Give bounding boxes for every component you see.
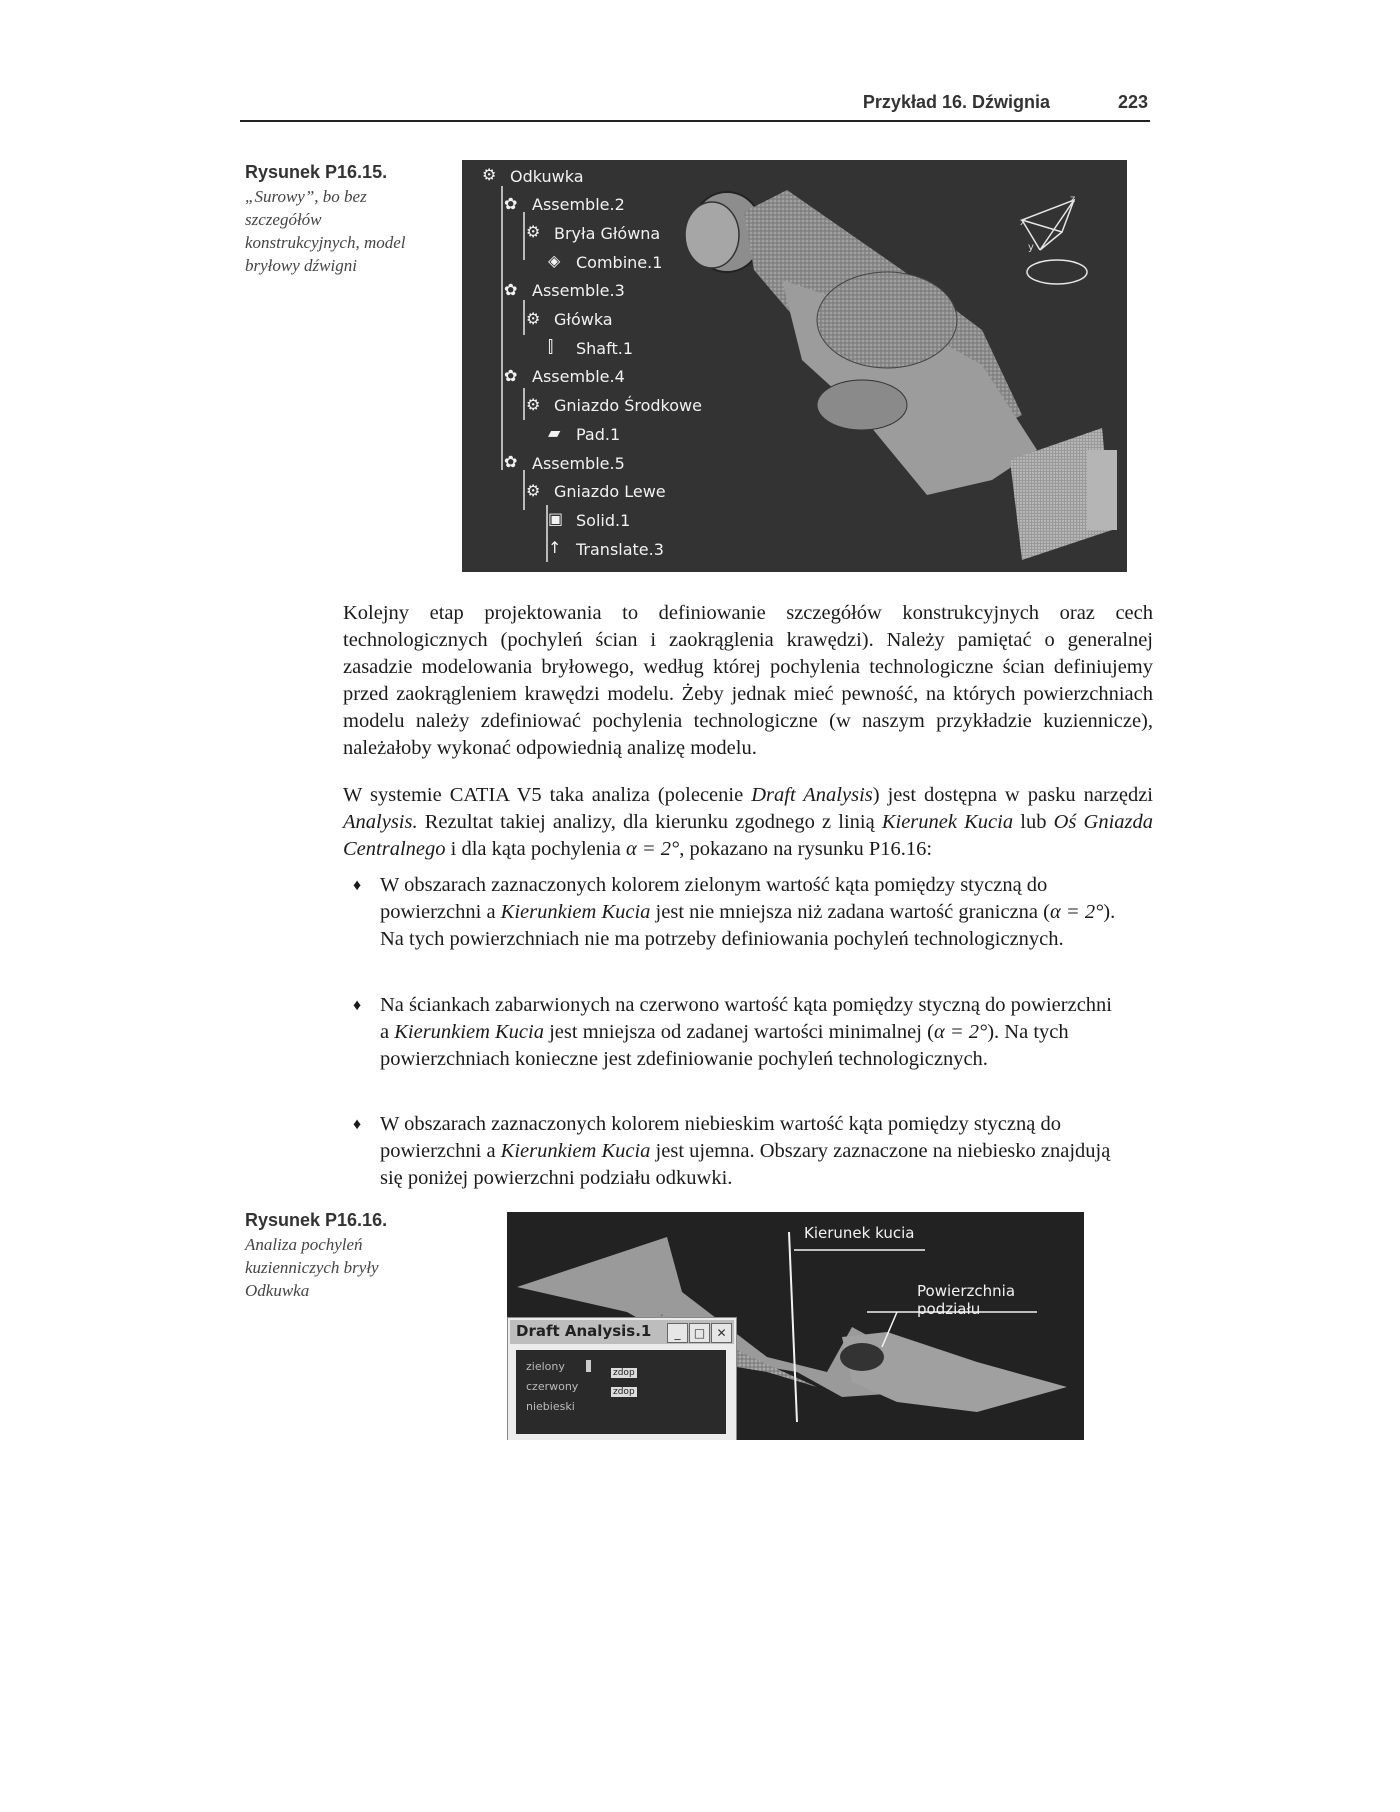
tree-node[interactable] — [504, 277, 625, 305]
paragraph-2 — [343, 782, 1153, 863]
tree-node[interactable] — [504, 363, 625, 391]
tree-node-label: Assemble.2 — [532, 195, 625, 215]
body-icon: ⚙ — [526, 480, 541, 500]
svg-text:z: z — [1070, 194, 1076, 205]
tree-node[interactable] — [526, 478, 666, 506]
dialog-titlebar[interactable] — [510, 1320, 734, 1344]
tree-node[interactable] — [548, 420, 620, 448]
paragraph-1: Kolejny etap projektowania to definiowanie szczegółów konstrukcyjnych oraz cech technologicznych (pochyleń ścian i zaokrąglenia krawędzi). Należy pamiętać o generalnej zasadzie modelowania bryłowego, według której pochylenia technologiczne ścian definiujemy przed zaokrągleniem krawędzi modelu. Żeby jednak mieć pewność, na których powierzchniach modelu należy zdefiniować pochylenia technologiczne (w naszym przykładzie kuziennicze), należałoby wykonać odpowiednią analizę modelu. — [343, 602, 1153, 759]
bullet-text-1: W obszarach zaznaczonych kolorem zielonym wartość kąta pomiędzy styczną do powierzchni a Kierunkiem Kucia jest nie mniejsza niż zadana wartość graniczna (α = 2°). Na tych powierzchniach nie ma potrzeby definiowania pochyleń technologicznych. — [380, 874, 1116, 950]
legend-value-red[interactable]: zdop — [613, 1368, 635, 1378]
tree-node-label: Bryła Główna — [554, 223, 661, 243]
draft-analysis-dialog — [507, 1317, 737, 1440]
shaft-icon: ⫿ — [548, 337, 554, 357]
tree-node-label: Assemble.3 — [532, 281, 625, 301]
translate-icon: ↑ — [548, 538, 562, 558]
assemble-icon: ✿ — [504, 452, 518, 471]
assemble-icon: ✿ — [504, 365, 518, 385]
product-icon: ⚙ — [482, 165, 497, 184]
body-icon: ⚙ — [526, 308, 541, 328]
svg-text:y: y — [1028, 242, 1034, 253]
bullet-text-3: W obszarach zaznaczonych kolorem niebieskim wartość kąta pomiędzy styczną do powierzchni a Kierunkiem Kucia jest ujemna. Obszary zaznaczone na niebiesko znajdują się poniżej powierzchni podziału odkuwki. — [380, 1113, 1111, 1189]
legend-label-red: czerwony — [526, 1380, 579, 1393]
maximize-icon[interactable]: □ — [689, 1323, 710, 1343]
tree-node-label: Assemble.4 — [532, 367, 625, 387]
tree-node-label: Combine.1 — [576, 252, 663, 272]
green-swatch — [586, 1360, 591, 1372]
tree-node[interactable] — [526, 306, 613, 334]
tree-node[interactable] — [548, 334, 633, 362]
tree-node[interactable] — [548, 535, 664, 563]
tree-node-label: Assemble.5 — [532, 453, 625, 473]
combine-icon: ◈ — [548, 251, 561, 271]
tree-node[interactable] — [548, 506, 630, 534]
tree-node-label: Gniazdo Lewe — [554, 482, 666, 502]
tree-node-label: Shaft.1 — [576, 338, 633, 358]
diamond-bullet-icon: ♦ — [353, 1116, 362, 1133]
bullet-text-2: Na ściankach zabarwionych na czerwono wartość kąta pomiędzy styczną do powierzchni a Kierunkiem Kucia jest mniejsza od zadanej wartości minimalnej (α = 2°). Na tych powierzchniach konieczne jest zdefiniowanie pochyleń technologicznych. — [380, 994, 1112, 1070]
figure2-caption — [245, 1210, 415, 1302]
specification-tree — [462, 160, 1127, 572]
page-header — [240, 88, 1150, 122]
paragraph-2-text: W systemie CATIA V5 taka analiza (polecenie Draft Analysis) jest dostępna w pasku narzędzi Analysis. Rezultat takiej analizy, dla kierunku zgodnego z linią Kierunek Kucia lub Oś Gniazda Centralnego i dla kąta pochylenia α = 2°, pokazano na rysunku P16.16: — [343, 784, 1153, 860]
close-icon[interactable]: ✕ — [711, 1323, 732, 1343]
tree-node[interactable] — [548, 248, 662, 276]
figure1-caption-text: „Surowy”, bo bez szczegółów konstrukcyjnych, model bryłowy dźwigni — [245, 187, 406, 275]
body-icon: ⚙ — [526, 222, 541, 242]
figure1-image — [462, 160, 1127, 572]
svg-text:x: x — [1020, 217, 1026, 228]
running-title: Przykład 16. Dźwignia — [862, 92, 1050, 112]
tree-node-label: Pad.1 — [576, 424, 621, 444]
assemble-icon: ✿ — [504, 193, 518, 213]
tree-node[interactable] — [504, 449, 625, 477]
tree-node-label: Translate.3 — [576, 539, 664, 559]
legend-label-blue: niebieski — [526, 1400, 575, 1413]
pad-icon: ▰ — [548, 423, 561, 443]
legend-label-green: zielony — [526, 1360, 565, 1373]
figure1-caption-title: Rysunek P16.15. — [245, 162, 388, 182]
figure1-caption — [245, 162, 415, 277]
tree-node[interactable] — [504, 191, 625, 219]
minimize-icon[interactable]: _ — [667, 1323, 688, 1343]
figure2-caption-text: Analiza pochyleń kuzienniczych bryły Odkuwka — [245, 1235, 379, 1300]
direction-label: Kierunek kucia — [804, 1224, 915, 1242]
figure2-image — [507, 1212, 1084, 1440]
surface-label-line2: podziału — [917, 1300, 981, 1318]
tree-node-label: Odkuwka — [510, 166, 584, 186]
diamond-bullet-icon: ♦ — [353, 997, 362, 1014]
tree-node[interactable] — [526, 219, 660, 247]
surface-label-line1: Powierzchnia — [917, 1282, 1016, 1300]
tree-node-label: Gniazdo Środkowe — [554, 396, 702, 416]
solid-icon: ▣ — [548, 509, 564, 529]
dialog-title: Draft Analysis.1 — [516, 1322, 652, 1340]
tree-node[interactable] — [482, 162, 584, 190]
body-icon: ⚙ — [526, 394, 541, 414]
dialog-legend — [516, 1350, 726, 1434]
figure2-caption-title: Rysunek P16.16. — [245, 1210, 388, 1230]
tree-node-label: Główka — [554, 310, 613, 329]
tree-node-label: Solid.1 — [576, 510, 631, 530]
assemble-icon: ✿ — [504, 279, 518, 299]
page-number: 223 — [1117, 92, 1148, 112]
diamond-bullet-icon: ♦ — [353, 877, 362, 894]
tree-node[interactable] — [526, 392, 702, 420]
legend-value-blue[interactable]: zdop — [613, 1387, 635, 1397]
